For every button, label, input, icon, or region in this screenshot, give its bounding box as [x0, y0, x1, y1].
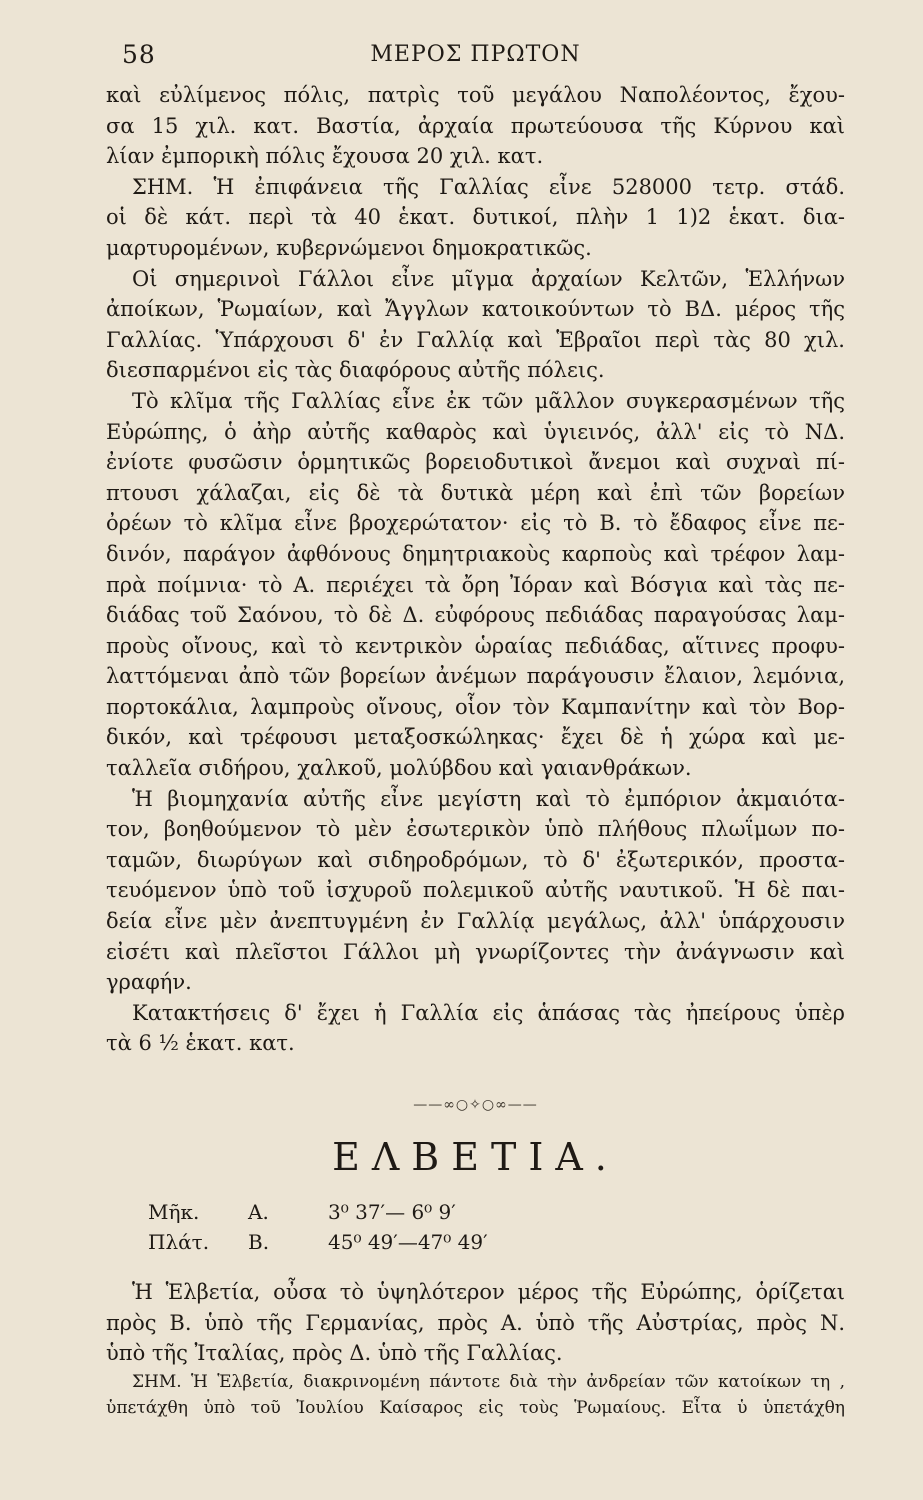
note-line: ΣΗΜ. Ἡ Ἑλβετία, διακρινομένη πάντοτε διὰ τὴν ἀνδρείαν τῶν κατοίκων τη , — [132, 1371, 845, 1392]
section-title: ΕΛΒΕΤΙΑ. — [332, 1135, 619, 1179]
text-line: ἀποίκων, Ῥωμαίων, καὶ Ἄγγλων κατοικούντων τὸ ΒΔ. μέρος τῆς — [106, 297, 845, 322]
coordinates-table — [148, 1197, 845, 1257]
text-line: ταλλεῖα σιδήρου, χαλκοῦ, μολύβδου καὶ γαιανθράκων. — [106, 756, 692, 781]
coordinate-row — [148, 1197, 845, 1227]
footnote-block — [106, 1369, 845, 1421]
text-line: τευόμενον ὑπὸ τοῦ ἰσχυροῦ πολεμικοῦ αὐτῆς ναυτικοῦ. Ἡ δὲ παι- — [106, 878, 845, 903]
text-line: διάδας τοῦ Σαόνου, τὸ δὲ Δ. εὐφόρους πεδιάδας παραγούσας λαμ- — [106, 603, 845, 628]
text-line: Οἱ σημερινοὶ Γάλλοι εἶνε μῖγμα ἀρχαίων Κελτῶν, Ἑλλήνων — [132, 266, 845, 291]
text-line: Ἡ βιομηχανία αὐτῆς εἶνε μεγίστη καὶ τὸ ἐμπόριον ἀκμαιότα- — [132, 786, 845, 811]
text-line: Γαλλίας. Ὑπάρχουσι δ' ἐν Γαλλίᾳ καὶ Ἑβραῖοι περὶ τὰς 80 χιλ. — [106, 327, 845, 352]
text-line: γραφήν. — [106, 970, 192, 995]
section-ornament: ——∞○✧○∞—— — [413, 1097, 538, 1113]
text-line: εἰσέτι καὶ πλεῖστοι Γάλλοι μὴ γνωρίζοντες τὴν ἀνάγνωσιν καὶ — [106, 939, 845, 964]
helvetia-text-block — [106, 1277, 845, 1369]
coordinate-value: 45⁰ 49′—47⁰ 49′ — [328, 1230, 488, 1254]
running-head — [106, 30, 845, 80]
text-line: ὑπὸ τῆς Ἰταλίας, πρὸς Δ. ὑπὸ τῆς Γαλλίας. — [106, 1341, 563, 1366]
text-line: τον, βοηθούμενον τὸ μὲν ἐσωτερικὸν ὑπὸ πλήθους πλωΐμων πο- — [106, 817, 845, 842]
running-title: ΜΕΡΟΣ ΠΡΩΤΟΝ — [370, 42, 581, 67]
coordinate-label: Μῆκ. — [148, 1200, 200, 1224]
text-line: καὶ εὐλίμενος πόλις, πατρὶς τοῦ μεγάλου Ναπολέοντος, ἔχου- — [106, 83, 845, 107]
text-line: Ἡ Ἑλβετία, οὖσα τὸ ὑψηλότερον μέρος τῆς Εὐρώπης, ὁρίζεται — [132, 1280, 845, 1304]
text-line: διεσπαρμένοι εἰς τὰς διαφόρους αὐτῆς πόλεις. — [106, 358, 605, 383]
text-line: ΣΗΜ. Ἡ ἐπιφάνεια τῆς Γαλλίας εἶνε 528000 τετρ. στάδ. — [132, 174, 845, 199]
text-line: οἱ δὲ κάτ. περὶ τὰ 40 ἑκατ. δυτικοί, πλὴν 1 1)2 ἑκατ. δια- — [106, 205, 845, 230]
coordinate-label: Πλάτ. — [148, 1230, 210, 1254]
text-line: λαττόμεναι ἀπὸ τῶν βορείων ἀνέμων παράγουσιν ἔλαιον, λεμόνια, — [106, 664, 845, 689]
text-line: πρὸς Β. ὑπὸ τῆς Γερμανίας, πρὸς Α. ὑπὸ τῆς Αὐστρίας, πρὸς Ν. — [106, 1310, 845, 1335]
text-line: ὀρέων τὸ κλῖμα εἶνε βροχερώτατον· εἰς τὸ Β. τὸ ἔδαφος εἶνε πε- — [106, 511, 845, 536]
text-line: Τὸ κλῖμα τῆς Γαλλίας εἶνε ἐκ τῶν μᾶλλον συγκερασμένων τῆς — [132, 388, 845, 413]
text-line: ἐνίοτε φυσῶσιν ὁρμητικῶς βορειοδυτικοὶ ἄνεμοι καὶ συχναὶ πί- — [106, 450, 845, 475]
coordinate-unit: Β. — [248, 1230, 270, 1254]
text-line: ταμῶν, διωρύγων καὶ σιδηροδρόμων, τὸ δ' ἐξωτερικόν, προστα- — [106, 847, 845, 872]
text-line: τὰ 6 ½ ἑκατ. κατ. — [106, 1031, 295, 1056]
text-line: λίαν ἐμπορικὴ πόλις ἔχουσα 20 χιλ. κατ. — [106, 144, 544, 169]
coordinate-unit: Α. — [248, 1200, 269, 1224]
text-line: Εὐρώπης, ὁ ἀὴρ αὐτῆς καθαρὸς καὶ ὑγιεινός, ἀλλ' εἰς τὸ ΝΔ. — [106, 419, 845, 444]
text-line: πτουσι χάλαζαι, εἰς δὲ τὰ δυτικὰ μέρη καὶ ἐπὶ τῶν βορείων — [106, 480, 845, 505]
text-line: σα 15 χιλ. κατ. Βαστία, ἀρχαία πρωτεύουσα τῆς Κύρνου καὶ — [106, 113, 845, 138]
text-line: δινόν, παράγον ἀφθόνους δημητριακοὺς καρποὺς καὶ τρέφον λαμ- — [106, 541, 845, 566]
note-line: ὑπετάχθη ὑπὸ τοῦ Ἰουλίου Καίσαρος εἰς τοὺς Ῥωμαίους. Εἶτα ὑ ὑπετάχθη — [106, 1397, 845, 1418]
coordinate-value: 3⁰ 37′— 6⁰ 9′ — [328, 1200, 456, 1224]
text-line: πρὰ ποίμνια· τὸ Α. περιέχει τὰ ὄρη Ἰόραν καὶ Βόσγια καὶ τὰς πε- — [106, 572, 845, 597]
text-line: μαρτυρομένων, κυβερνώμενοι δημοκρατικῶς. — [106, 235, 592, 260]
text-line: δεία εἶνε μὲν ἀνεπτυγμένη ἐν Γαλλίᾳ μεγάλως, ἀλλ' ὑπάρχουσιν — [106, 909, 845, 934]
text-line: πορτοκάλια, λαμπροὺς οἴνους, οἷον τὸν Καμπανίτην καὶ τὸν Βορ- — [106, 694, 845, 719]
france-text-block — [106, 80, 845, 1059]
coordinate-row — [148, 1227, 845, 1257]
text-line: προὺς οἴνους, καὶ τὸ κεντρικὸν ὡραίας πεδιάδας, αἵτινες προφυ- — [106, 633, 845, 658]
text-line: δικόν, καὶ τρέφουσι μεταξοσκώληκας· ἔχει δὲ ἡ χώρα καὶ με- — [106, 725, 845, 750]
page-number: 58 — [122, 40, 156, 69]
text-line: Κατακτήσεις δ' ἔχει ἡ Γαλλία εἰς ἁπάσας τὰς ἠπείρους ὑπὲρ — [132, 1000, 845, 1025]
